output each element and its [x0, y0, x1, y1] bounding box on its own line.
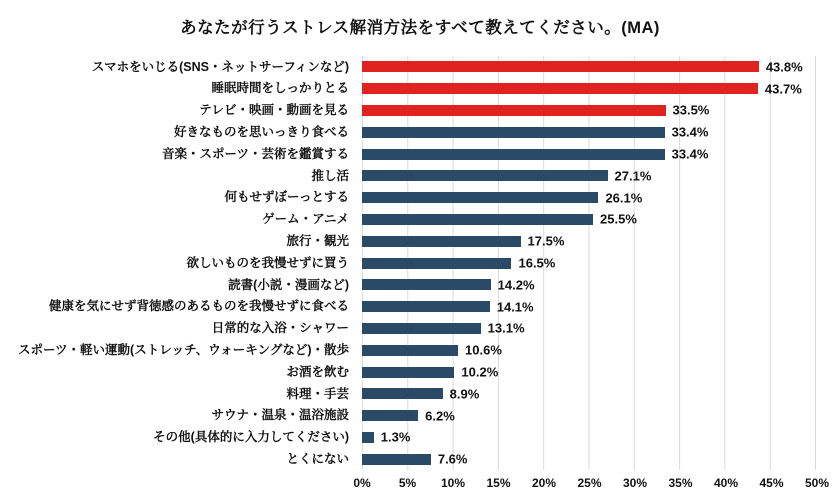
category-label: その他(具体的に入力してください)	[153, 430, 349, 445]
bar	[362, 170, 608, 181]
bar-track	[362, 274, 816, 296]
category-label: 料理・手芸	[286, 386, 349, 401]
bar-row	[0, 296, 840, 318]
bar-row	[0, 361, 840, 383]
value-label: 26.1%	[605, 190, 643, 206]
value-label: 27.1%	[614, 168, 652, 184]
category-label: 睡眠時間をしっかりとる	[211, 81, 349, 96]
x-axis-tick: 25%	[577, 476, 602, 491]
bar-row	[0, 405, 840, 427]
bar-track	[362, 383, 816, 405]
value-label: 33.4%	[671, 146, 709, 162]
value-label: 14.2%	[497, 277, 535, 293]
category-label: 好きなものを思いっきり食べる	[173, 125, 349, 140]
category-label: 欲しいものを我慢せずに買う	[186, 255, 349, 270]
bar	[362, 388, 443, 399]
category-label: とくにない	[286, 451, 349, 466]
bar-track	[362, 252, 816, 274]
bar-row	[0, 448, 840, 470]
x-axis-tick: 40%	[713, 476, 739, 491]
bar-row	[0, 121, 840, 143]
chart-title: あなたが行うストレス解消方法をすべて教えてください。(MA)	[180, 19, 660, 37]
value-label: 25.5%	[600, 211, 637, 227]
value-label: 13.1%	[487, 320, 525, 336]
bar	[362, 454, 431, 465]
bar	[362, 432, 374, 443]
bar-row	[0, 100, 840, 122]
x-axis-tick: 15%	[486, 476, 511, 491]
x-axis-tick: 30%	[622, 476, 648, 491]
bar	[362, 105, 666, 116]
chart-rows	[0, 56, 840, 470]
value-label: 33.5%	[672, 102, 710, 118]
bar	[362, 127, 665, 138]
bar-row	[0, 383, 840, 405]
bar-track	[362, 121, 816, 143]
bar-track	[362, 448, 816, 470]
bar-track	[362, 296, 816, 318]
bar	[362, 192, 598, 203]
bar	[362, 345, 458, 356]
value-label: 14.1%	[496, 299, 534, 315]
category-label: 旅行・観光	[286, 234, 349, 249]
bar-track	[362, 56, 816, 78]
x-axis-tick: 5%	[398, 476, 417, 491]
bar	[362, 323, 481, 334]
bar-track	[362, 230, 816, 252]
value-label: 16.5%	[518, 255, 556, 271]
bar	[362, 61, 759, 72]
bar-row	[0, 427, 840, 449]
chart-plot-area	[0, 56, 840, 500]
bar-row	[0, 339, 840, 361]
bar-track	[362, 165, 816, 187]
bar	[362, 214, 593, 225]
bar-track	[362, 361, 816, 383]
category-label: 日常的な入浴・シャワー	[211, 321, 349, 336]
bar-track	[362, 187, 816, 209]
value-label: 17.5%	[527, 233, 565, 249]
x-axis-tick: 35%	[668, 476, 693, 491]
x-axis-tick: 50%	[804, 476, 830, 491]
bar-row	[0, 78, 840, 100]
bar	[362, 301, 490, 312]
value-label: 10.6%	[465, 342, 502, 358]
category-label: 推し活	[311, 168, 349, 183]
x-axis-tick: 0%	[353, 476, 371, 491]
bar	[362, 367, 454, 378]
bar	[362, 258, 511, 269]
bar-track	[362, 143, 816, 165]
bar-track	[362, 78, 816, 100]
bar-row	[0, 318, 840, 340]
category-label: ゲーム・アニメ	[262, 212, 349, 227]
bar-row	[0, 230, 840, 252]
value-label: 10.2%	[461, 364, 499, 380]
bar-track	[362, 339, 816, 361]
value-label: 6.2%	[425, 408, 455, 424]
category-label: お酒を飲む	[286, 364, 349, 379]
bar-row	[0, 209, 840, 231]
x-axis-tick: 45%	[759, 476, 784, 491]
bar-row	[0, 165, 840, 187]
bar	[362, 83, 758, 94]
category-label: スポーツ・軽い運動(ストレッチ、ウォーキングなど)・散歩	[18, 343, 349, 357]
category-label: 健康を気にせず背徳感のあるものを我慢せずに食べる	[48, 299, 349, 314]
bar-row	[0, 274, 840, 296]
category-label: 音楽・スポーツ・芸術を鑑賞する	[161, 146, 349, 161]
category-label: サウナ・温泉・温浴施設	[211, 408, 349, 423]
bar-track	[362, 209, 816, 231]
bar-row	[0, 56, 840, 78]
bar-row	[0, 143, 840, 165]
bar	[362, 149, 665, 160]
bar-row	[0, 252, 840, 274]
bar-track	[362, 405, 816, 427]
category-label: スマホをいじる(SNS・ネットサーフィンなど)	[91, 59, 349, 74]
value-label: 8.9%	[449, 386, 480, 402]
category-label: テレビ・映画・動画を見る	[199, 103, 349, 118]
x-axis-tick: 20%	[531, 476, 557, 491]
bar-track	[362, 100, 816, 122]
bar-track	[362, 427, 816, 449]
bar-track	[362, 318, 816, 340]
category-label: 読書(小説・漫画など)	[228, 277, 349, 292]
bar	[362, 236, 521, 247]
value-label: 7.6%	[437, 451, 468, 467]
value-label: 1.3%	[380, 429, 411, 445]
bar-row	[0, 187, 840, 209]
x-axis	[353, 476, 830, 500]
value-label: 43.8%	[765, 59, 803, 75]
value-label: 43.7%	[764, 81, 802, 97]
bar	[362, 279, 491, 290]
value-label: 33.4%	[671, 124, 709, 140]
category-label: 何もせずぼーっとする	[224, 190, 349, 205]
bar	[362, 410, 418, 421]
x-axis-tick: 10%	[440, 476, 466, 491]
